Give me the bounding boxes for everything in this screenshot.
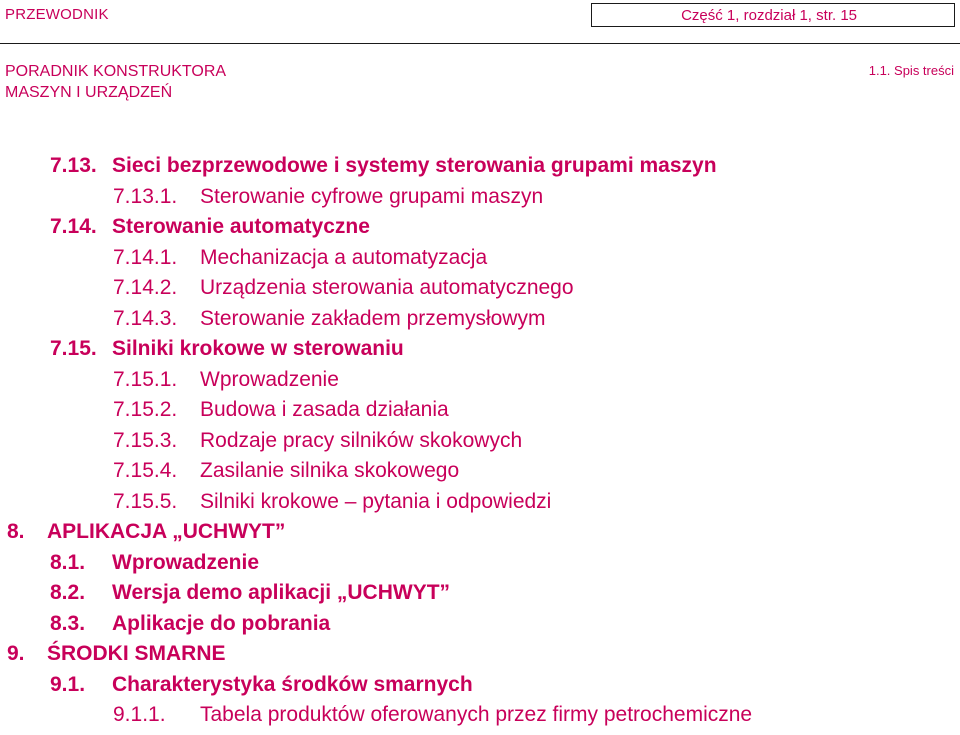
toc-entry-number: 8. (7, 520, 25, 543)
toc-entry-number: 7.15.2. (113, 398, 178, 421)
toc-entry[interactable] (0, 212, 960, 243)
toc-entry-title: Wersja demo aplikacji „UCHWYT” (112, 581, 451, 604)
toc-entry-number: 7.14.3. (113, 306, 178, 330)
toc-entry[interactable] (0, 273, 960, 304)
toc-entry-title: Urządzenia sterowania automatycznego (200, 276, 574, 299)
toc-entry-title: Budowa i zasada działania (200, 398, 449, 421)
toc-entry-title: Wprowadzenie (200, 367, 339, 391)
toc-entry[interactable] (0, 700, 960, 731)
toc-entry-number: 7.15.5. (113, 489, 178, 513)
toc-entry-title: Mechanizacja a automatyzacja (200, 245, 488, 269)
header-title (5, 61, 226, 103)
toc-entry-number: 7.13.1. (113, 184, 178, 208)
toc-entry-number: 9.1.1. (113, 703, 166, 726)
toc-entry[interactable] (0, 639, 960, 670)
toc-entry-number: 7.15.1. (113, 367, 178, 391)
table-of-contents (0, 151, 960, 731)
toc-entry[interactable] (0, 243, 960, 274)
toc-entry-number: 7.13. (50, 154, 97, 177)
header-title-line2: MASZYN I URZĄDZEŃ (5, 84, 173, 101)
toc-entry[interactable] (0, 670, 960, 701)
toc-entry-number: 7.15.3. (113, 428, 178, 452)
toc-entry-number: 7.15.4. (113, 459, 178, 482)
toc-entry-number: 9.1. (50, 672, 86, 696)
toc-entry[interactable] (0, 456, 960, 487)
toc-entry-number: 7.15. (50, 337, 97, 360)
toc-entry[interactable] (0, 365, 960, 396)
toc-entry-title: Silniki krokowe – pytania i odpowiedzi (200, 489, 552, 513)
toc-entry-title: Rodzaje pracy silników skokowych (200, 428, 523, 452)
toc-entry[interactable] (0, 517, 960, 548)
toc-entry-number: 7.14. (50, 215, 97, 238)
toc-entry[interactable] (0, 395, 960, 426)
toc-entry[interactable] (0, 487, 960, 518)
toc-entry-title: ŚRODKI SMARNE (47, 642, 226, 665)
toc-entry[interactable] (0, 609, 960, 640)
toc-entry[interactable] (0, 334, 960, 365)
toc-entry-number: 9. (7, 642, 25, 665)
header-divider (0, 43, 960, 44)
toc-entry[interactable] (0, 151, 960, 182)
header-brand: PRZEWODNIK (5, 6, 109, 23)
toc-entry[interactable] (0, 182, 960, 213)
toc-entry-title: APLIKACJA „UCHWYT” (47, 520, 286, 543)
toc-entry[interactable] (0, 578, 960, 609)
toc-entry-number: 8.3. (50, 611, 86, 635)
toc-entry-title: Charakterystyka środków smarnych (112, 672, 473, 696)
toc-entry-title: Zasilanie silnika skokowego (200, 459, 460, 482)
toc-entry-title: Sieci bezprzewodowe i systemy sterowania grupami maszyn (112, 154, 717, 177)
toc-entry[interactable] (0, 304, 960, 335)
toc-entry-title: Sterowanie automatyczne (112, 215, 370, 238)
toc-entry-number: 7.14.2. (113, 276, 178, 299)
toc-entry-number: 7.14.1. (113, 245, 178, 269)
toc-entry-title: Aplikacje do pobrania (112, 611, 331, 635)
toc-entry-title: Wprowadzenie (112, 550, 260, 574)
header-location: Część 1, rozdział 1, str. 15 (681, 6, 857, 24)
toc-entry-number: 8.1. (50, 550, 86, 574)
toc-entry-title: Silniki krokowe w sterowaniu (112, 337, 404, 360)
header-title-line1: PORADNIK KONSTRUKTORA (5, 63, 227, 80)
toc-entry[interactable] (0, 548, 960, 579)
header-location-box (591, 3, 955, 27)
toc-entry-title: Sterowanie cyfrowe grupami maszyn (200, 184, 544, 208)
toc-entry-title: Tabela produktów oferowanych przez firmy petrochemiczne (200, 703, 753, 726)
header-section: 1.1. Spis treści (868, 63, 954, 78)
toc-entry-title: Sterowanie zakładem przemysłowym (200, 306, 546, 330)
toc-entry[interactable] (0, 426, 960, 457)
toc-entry-number: 8.2. (50, 581, 86, 604)
